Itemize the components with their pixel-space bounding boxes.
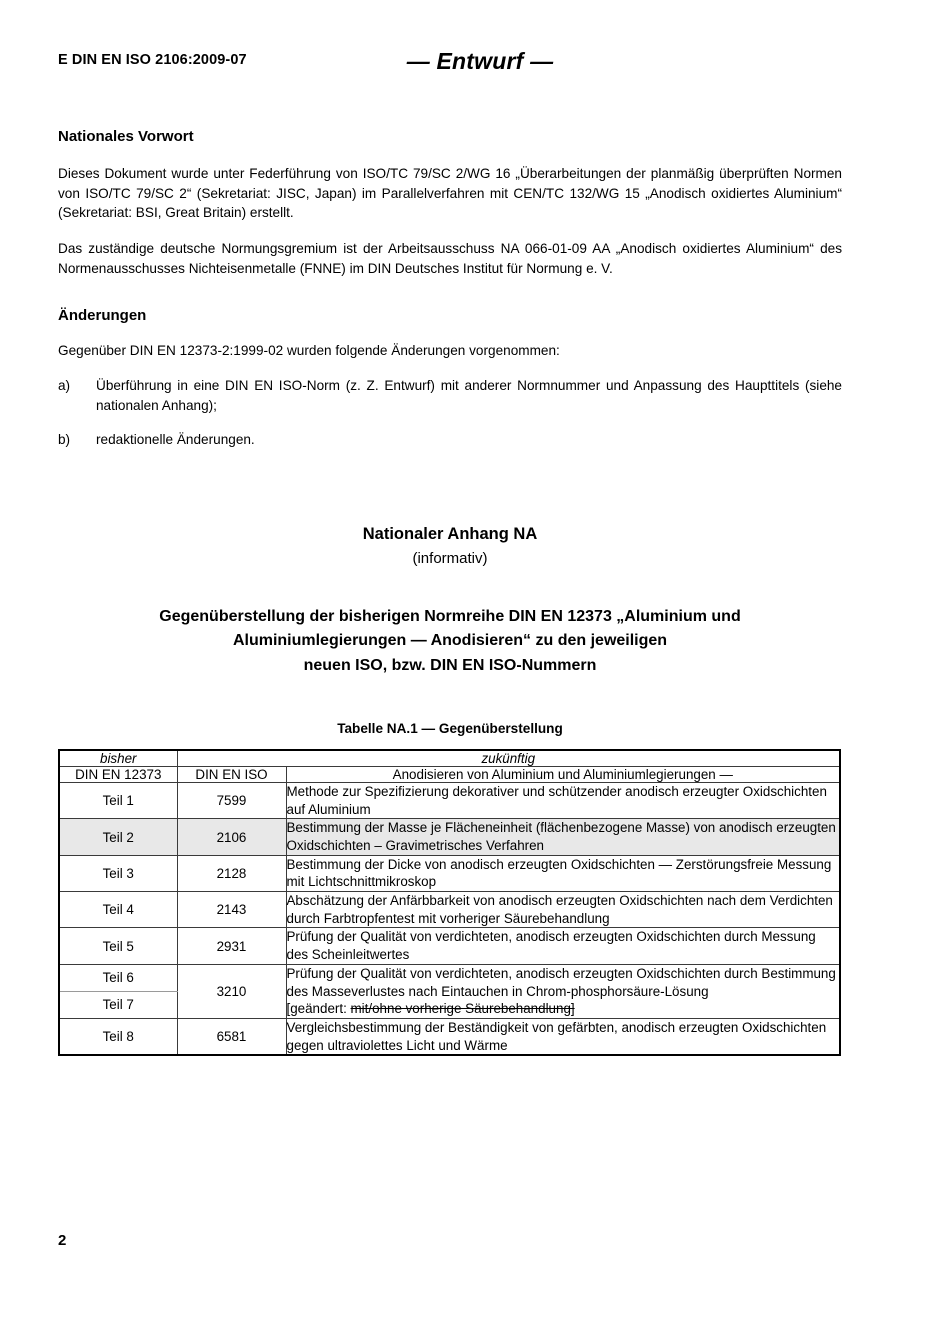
- cell-description: Prüfung der Qualität von verdichteten, anodisch erzeugten Oxidschichten durch Messung des Scheinleitwertes: [286, 928, 840, 964]
- list-item-label: Überführung in eine DIN EN ISO-Norm (z. Z. Entwurf) mit anderer Normnummer und Anpassung des Haupttitels (siehe nationalen Anhang);: [96, 378, 842, 413]
- national-annex-block: [58, 523, 842, 679]
- annex-long-title-line-3: neuen ISO, bzw. DIN EN ISO-Nummern: [303, 657, 597, 675]
- table-header-bisher: bisher: [59, 750, 177, 767]
- annex-heading: Nationaler Anhang NA: [362, 525, 538, 544]
- table-row: [59, 1018, 840, 1055]
- section-spacer: [58, 279, 842, 307]
- table-header-row-top: [59, 750, 840, 767]
- table-row: [59, 855, 840, 891]
- document-header: [58, 48, 842, 78]
- cell-part: Teil 7: [59, 991, 177, 1018]
- cell-part: Teil 3: [59, 855, 177, 891]
- table-row: [59, 892, 840, 928]
- table-row: [59, 964, 840, 991]
- annex-long-title: [58, 605, 842, 679]
- annex-long-title-line-1: Gegenüberstellung der bisherigen Normreihe DIN EN 12373 „Aluminium und: [159, 607, 741, 625]
- table-header-din-en-12373: DIN EN 12373: [59, 766, 177, 782]
- list-item-marker: b): [58, 431, 71, 447]
- cell-description-text: Prüfung der Qualität von verdichteten, anodisch erzeugten Oxidschichten durch Bestimmung des Masseverlustes nach Eintauchen in Chrom-phosphorsäure-Lösung: [286, 965, 836, 999]
- list-item: [58, 430, 842, 450]
- changes-intro-paragraph: Gegenüber DIN EN 12373-2:1999-02 wurden folgende Änderungen vorgenommen:: [58, 342, 560, 358]
- table-header-zukuenftig: zukünftig: [177, 750, 840, 767]
- draft-status-mark: — Entwurf —: [406, 48, 554, 74]
- cell-description: Bestimmung der Dicke von anodisch erzeugten Oxidschichten — Zerstörungsfreie Messung mit Lichtschnittmikroskop: [286, 855, 840, 891]
- table-header-din-en-iso: DIN EN ISO: [177, 766, 286, 782]
- cell-part: Teil 5: [59, 928, 177, 964]
- changes-heading: Änderungen: [58, 306, 147, 324]
- cell-iso-number: 6581: [177, 1018, 286, 1055]
- cell-description: Methode zur Spezifizierung dekorativer und schützender anodisch erzeugter Oxidschichten auf Aluminium: [286, 782, 840, 818]
- cell-iso-number: 3210: [177, 964, 286, 1018]
- cell-description: Bestimmung der Masse je Flächeneinheit (flächenbezogene Masse) von anodisch erzeugten Oxidschichten – Gravimetrisches Verfahren: [286, 819, 840, 855]
- table-header-row-bottom: [59, 766, 840, 782]
- foreword-paragraph-1: Dieses Dokument wurde unter Federführung von ISO/TC 79/SC 2/WG 16 „Überarbeitungen der planmäßig überprüften Normen von ISO/TC 79/SC 2“ (Sekretariat: JISC, Japan) im Parallelverfahren mit CEN/TC 132/WG 15 „Anodisch oxidiertes Aluminium“ (Sekretariat: BSI, Great Britain) erstellt.: [58, 166, 842, 221]
- cell-description: Vergleichsbestimmung der Beständigkeit von gefärbten, anodisch erzeugten Oxidschichten gegen ultraviolettes Licht und Wärme: [286, 1018, 840, 1055]
- cell-part: Teil 1: [59, 782, 177, 818]
- table-row: [59, 819, 840, 855]
- table-caption: Tabelle NA.1 — Gegenüberstellung: [337, 720, 563, 736]
- cell-description: Abschätzung der Anfärbbarkeit von anodisch erzeugten Oxidschichten nach dem Verdichten durch Farbtropfentest mit vorheriger Säurebehandlung: [286, 892, 840, 928]
- cell-iso-number: 2128: [177, 855, 286, 891]
- cell-iso-number: 7599: [177, 782, 286, 818]
- cell-description-note-prefix: [geändert:: [286, 1001, 351, 1017]
- cell-iso-number: 2106: [177, 819, 286, 855]
- cell-iso-number: 2931: [177, 928, 286, 964]
- list-item-label: redaktionelle Änderungen.: [96, 431, 255, 447]
- cell-part: Teil 6: [59, 964, 177, 991]
- national-foreword-heading: Nationales Vorwort: [58, 128, 194, 145]
- page-number: 2: [58, 1232, 67, 1249]
- cell-part: Teil 8: [59, 1018, 177, 1055]
- comparison-table: [58, 749, 841, 1056]
- cell-description-note-struck: mit/ohne vorherige Säurebehandlung]: [350, 1001, 575, 1017]
- table-header-anodisieren: Anodisieren von Aluminium und Aluminiumlegierungen —: [286, 766, 840, 782]
- list-item-marker: a): [58, 378, 71, 394]
- annex-long-title-line-2: Aluminiumlegierungen — Anodisieren“ zu den jeweiligen: [232, 632, 668, 650]
- list-item: [58, 376, 842, 415]
- annex-subheading: (informativ): [412, 549, 488, 567]
- cell-iso-number: 2143: [177, 892, 286, 928]
- standard-number: E DIN EN ISO 2106:2009-07: [58, 52, 247, 68]
- table-row: [59, 782, 840, 818]
- cell-description: [286, 964, 840, 1018]
- table-row: [59, 928, 840, 964]
- cell-part: Teil 2: [59, 819, 177, 855]
- foreword-paragraph-2: Das zuständige deutsche Normungsgremium ist der Arbeitsausschuss NA 066-01-09 AA „Anodisch oxidiertes Aluminium“ des Normenausschusses Nichteisenmetalle (FNNE) im DIN Deutsches Institut für Normung e. V.: [58, 241, 842, 276]
- document-body: [58, 128, 842, 1056]
- cell-part: Teil 4: [59, 892, 177, 928]
